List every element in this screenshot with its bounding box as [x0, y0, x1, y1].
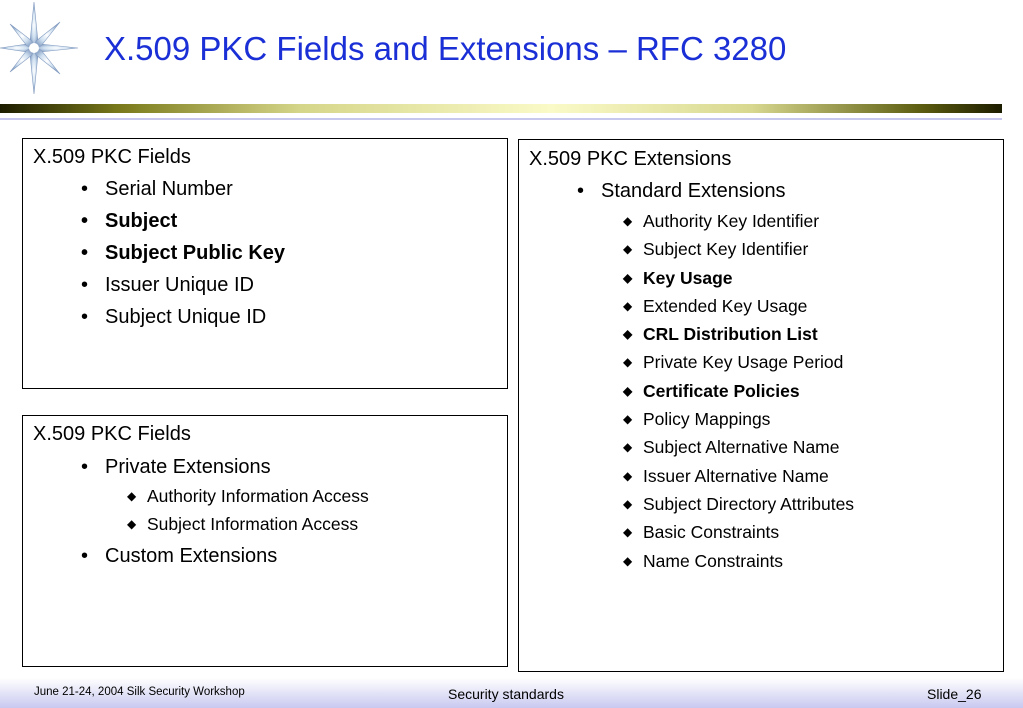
list-item-label: Subject Public Key — [105, 242, 286, 264]
sub-list-item-label: Extended Key Usage — [643, 295, 808, 316]
list-item-label: Subject — [105, 210, 178, 232]
diamond-bullet-icon: ◆ — [127, 489, 137, 503]
sub-list-item — [623, 323, 854, 351]
pkc-extensions-box — [518, 139, 1004, 672]
list-item — [577, 179, 786, 211]
list-item — [81, 273, 285, 305]
sub-list-item-label: Key Usage — [643, 267, 733, 288]
sub-list-item — [623, 550, 854, 578]
list-item — [81, 209, 285, 241]
list-item-label: Serial Number — [105, 178, 233, 200]
sub-list-item-label: CRL Distribution List — [643, 324, 818, 345]
sub-list-item — [623, 521, 854, 549]
sub-list-item — [623, 267, 854, 295]
list-item-label: Custom Extensions — [105, 545, 278, 567]
diamond-bullet-icon: ◆ — [623, 525, 633, 540]
list-item-label: Private Extensions — [105, 456, 271, 478]
bullet-dot-icon: • — [81, 210, 89, 232]
footer-event: June 21-24, 2004 Silk Security Workshop — [34, 686, 245, 698]
sub-list-item — [623, 351, 854, 379]
footer-slide-number: Slide_26 — [927, 686, 982, 702]
sub-list-item — [127, 485, 369, 513]
bullet-dot-icon: • — [81, 545, 89, 567]
diamond-bullet-icon: ◆ — [623, 214, 633, 228]
sub-list-item — [623, 493, 854, 521]
private-sub-list — [127, 485, 369, 542]
list-item — [81, 241, 285, 273]
diamond-bullet-icon: ◆ — [623, 440, 633, 455]
sub-list-item-label: Basic Constraints — [643, 522, 780, 543]
diamond-bullet-icon: ◆ — [623, 412, 633, 427]
title-underline-bar — [0, 104, 1002, 113]
bullet-dot-icon: • — [81, 456, 89, 478]
diamond-bullet-icon: ◆ — [127, 517, 137, 532]
list-item — [81, 177, 285, 209]
list-item — [81, 455, 271, 487]
diamond-bullet-icon: ◆ — [623, 298, 633, 313]
list-item — [81, 544, 277, 576]
sub-list-item-label: Issuer Alternative Name — [643, 465, 829, 486]
bullet-dot-icon: • — [81, 306, 89, 328]
sub-list-item-label: Certificate Policies — [643, 380, 800, 401]
sub-list-item-label: Subject Directory Attributes — [643, 493, 855, 514]
diamond-bullet-icon: ◆ — [623, 468, 633, 483]
diamond-bullet-icon: ◆ — [623, 553, 633, 568]
diamond-bullet-icon: ◆ — [623, 242, 633, 257]
private-list — [81, 455, 271, 487]
private-box-heading: X.509 PKC Fields — [33, 423, 191, 445]
sub-list-item-label: Authority Information Access — [147, 486, 369, 506]
sub-list-item-label: Authority Key Identifier — [643, 211, 820, 231]
private-list-tail — [81, 544, 277, 576]
sub-list-item-label: Name Constraints — [643, 550, 784, 571]
sub-list-item — [623, 238, 854, 266]
sub-list-item-label: Subject Key Identifier — [643, 239, 809, 260]
bullet-dot-icon: • — [81, 274, 89, 296]
diamond-bullet-icon: ◆ — [623, 496, 633, 511]
sub-list-item-label: Subject Alternative Name — [643, 437, 840, 458]
diamond-bullet-icon: ◆ — [623, 355, 633, 370]
title-divider — [0, 118, 1002, 120]
list-item-label: Standard Extensions — [601, 180, 786, 202]
sub-list-item — [623, 210, 854, 238]
sub-list-item — [623, 436, 854, 464]
sub-list-item-label: Policy Mappings — [643, 409, 771, 430]
sub-list-item — [623, 295, 854, 323]
standard-extensions-list — [623, 210, 854, 578]
diamond-bullet-icon: ◆ — [623, 270, 633, 285]
extensions-group-list — [577, 179, 786, 211]
sub-list-item — [623, 408, 854, 436]
starburst-logo-icon — [0, 0, 100, 100]
list-item — [81, 305, 285, 337]
sub-list-item — [623, 380, 854, 408]
diamond-bullet-icon: ◆ — [623, 327, 633, 342]
pkc-fields-heading: X.509 PKC Fields — [33, 146, 191, 168]
private-extensions-box — [22, 415, 508, 667]
sub-list-item-label: Private Key Usage Period — [643, 352, 844, 373]
pkc-fields-box — [22, 138, 508, 389]
list-item-label: Issuer Unique ID — [105, 274, 254, 296]
bullet-dot-icon: • — [81, 178, 89, 200]
bullet-dot-icon: • — [577, 180, 585, 202]
pkc-fields-list — [81, 177, 285, 337]
pkc-extensions-heading: X.509 PKC Extensions — [529, 148, 732, 170]
slide-title: X.509 PKC Fields and Extensions – RFC 3280 — [104, 30, 787, 67]
bullet-dot-icon: • — [81, 242, 89, 264]
footer-topic: Security standards — [448, 686, 564, 702]
sub-list-item — [623, 465, 854, 493]
sub-list-item-label: Subject Information Access — [147, 514, 359, 535]
diamond-bullet-icon: ◆ — [623, 383, 633, 398]
sub-list-item — [127, 513, 369, 541]
list-item-label: Subject Unique ID — [105, 306, 267, 328]
